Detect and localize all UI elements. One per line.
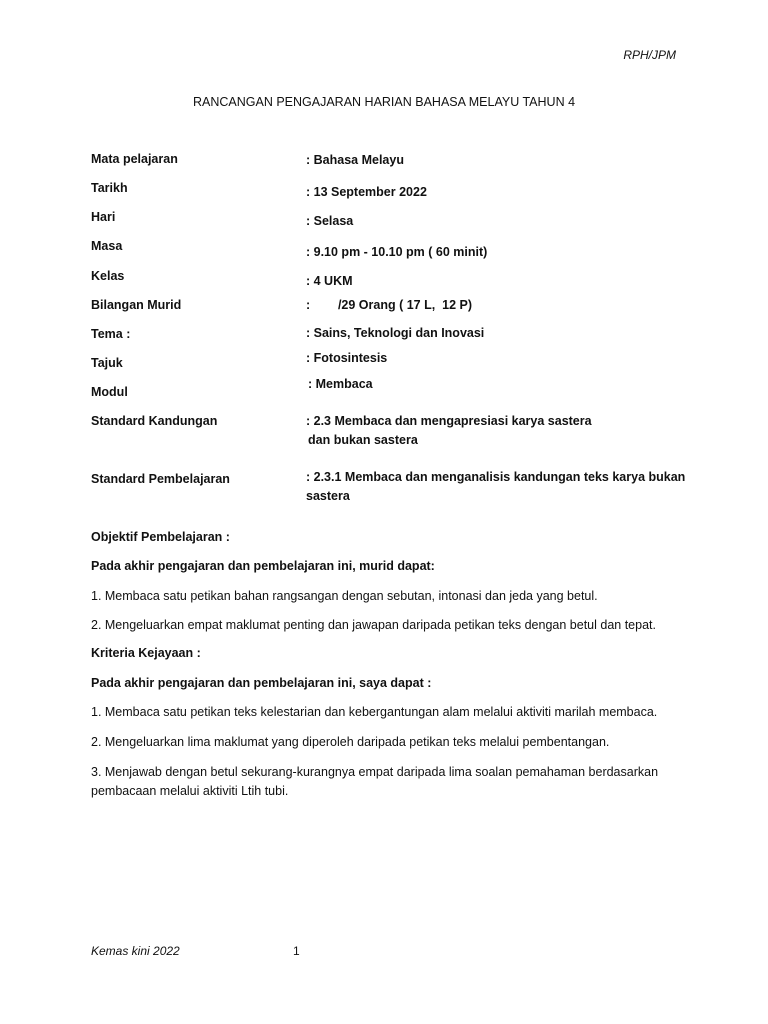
field-value-hari: : Selasa [306, 214, 354, 228]
objektif-item-1: 1. Membaca satu petikan bahan rangsangan dengan sebutan, intonasi dan jeda yang betul. [91, 589, 598, 603]
kriteria-heading: Kriteria Kejayaan : [91, 646, 201, 660]
field-value-kelas: : 4 UKM [306, 274, 353, 288]
field-value-masa: : 9.10 pm - 10.10 pm ( 60 minit) [306, 245, 488, 259]
kriteria-item-2: 2. Mengeluarkan lima maklumat yang diperoleh daripada petikan teks melalui pembentangan. [91, 735, 610, 749]
header-reference: RPH/JPM [623, 48, 676, 62]
document-title: RANCANGAN PENGAJARAN HARIAN BAHASA MELAYU TAHUN 4 [192, 95, 576, 109]
field-label-tajuk: Tajuk [91, 356, 123, 370]
field-label-standard-pembelajaran: Standard Pembelajaran [91, 472, 230, 486]
field-value-standard-kandungan-line2: dan bukan sastera [308, 433, 418, 447]
field-value-bilangan-murid: : /29 Orang ( 17 L, 12 P) [306, 298, 473, 312]
field-label-hari: Hari [91, 210, 116, 224]
kriteria-item-1: 1. Membaca satu petikan teks kelestarian dan kebergantungan alam melalui aktiviti marilah membaca. [91, 705, 658, 719]
field-value-mata-pelajaran: : Bahasa Melayu [306, 153, 404, 167]
field-label-masa: Masa [91, 239, 123, 253]
kriteria-intro: Pada akhir pengajaran dan pembelajaran ini, saya dapat : [91, 676, 432, 690]
field-label-kelas: Kelas [91, 269, 125, 283]
footer-updated-note: Kemas kini 2022 [91, 944, 180, 958]
field-label-mata-pelajaran: Mata pelajaran [91, 152, 178, 166]
field-value-standard-pembelajaran: : 2.3.1 Membaca dan menganalisis kandungan teks karya bukan sastera [306, 470, 686, 503]
field-value-modul: : Membaca [308, 377, 373, 391]
field-value-tema: : Sains, Teknologi dan Inovasi [306, 326, 485, 340]
objektif-item-2: 2. Mengeluarkan empat maklumat penting dan jawapan daripada petikan teks dengan betul dan tepat. [91, 618, 656, 632]
field-label-standard-kandungan: Standard Kandungan [91, 414, 218, 428]
field-value-standard-kandungan-line1: : 2.3 Membaca dan mengapresiasi karya sastera [306, 414, 592, 428]
kriteria-item-3: 3. Menjawab dengan betul sekurang-kurangnya empat daripada lima soalan pemahaman berdasarkan pembacaan melalui aktiviti Ltih tubi. [91, 765, 659, 798]
field-label-bilangan-murid: Bilangan Murid [91, 298, 182, 312]
field-label-tarikh: Tarikh [91, 181, 128, 195]
page-number: 1 [293, 944, 300, 958]
field-label-tema: Tema : [91, 327, 131, 341]
field-label-modul: Modul [91, 385, 128, 399]
field-value-tarikh: : 13 September 2022 [306, 185, 427, 199]
objektif-heading: Objektif Pembelajaran : [91, 530, 230, 544]
objektif-intro: Pada akhir pengajaran dan pembelajaran ini, murid dapat: [91, 559, 435, 573]
field-value-tajuk: : Fotosintesis [306, 351, 388, 365]
